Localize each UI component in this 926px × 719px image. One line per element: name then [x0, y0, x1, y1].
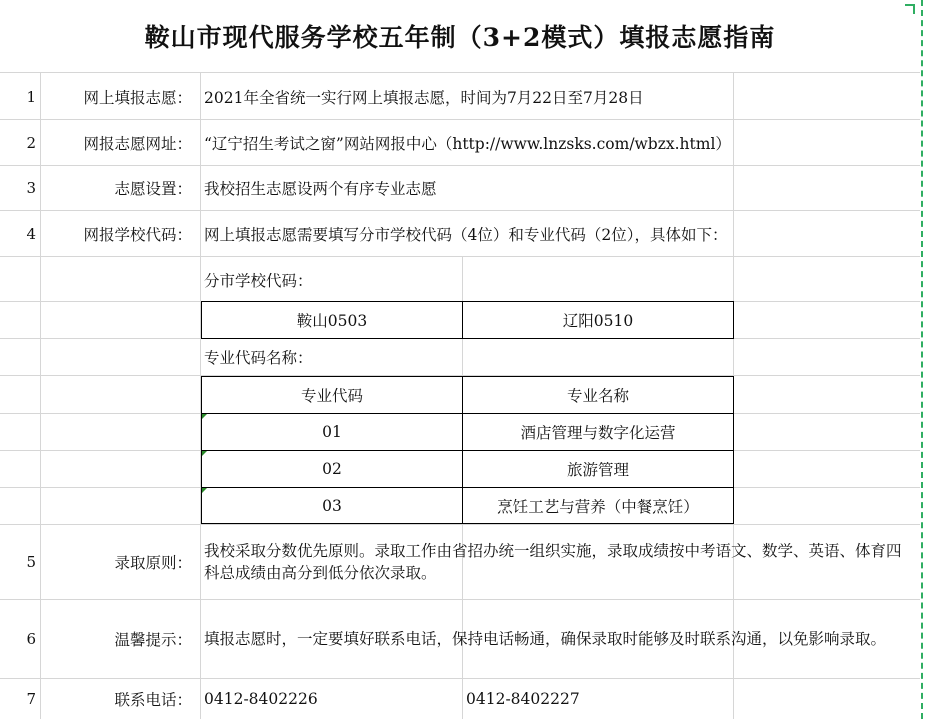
row-value: 填报志愿时，一定要填好联系电话，保持电话畅通，确保录取时能够及时联系沟通，以免影响录取。 — [204, 630, 887, 648]
col-header-name: 专业名称 — [566, 387, 629, 405]
row-label: 温馨提示： — [114, 631, 192, 649]
row-label: 志愿设置： — [114, 180, 192, 198]
grid-line — [0, 256, 920, 257]
website-url: “辽宁招生考试之窗”网站网报中心（http://www.lnzsks.com/wbzx.html） — [204, 134, 731, 153]
row-number: 5 — [26, 553, 36, 571]
page-corner-mark — [905, 4, 915, 14]
major-name: 酒店管理与数字化运营 — [520, 424, 676, 442]
majors-table — [201, 376, 734, 524]
row-number: 6 — [26, 630, 36, 648]
row-number: 2 — [26, 133, 36, 152]
page-break-line — [921, 0, 923, 719]
row-label: 网上填报志愿： — [83, 88, 192, 107]
row-number: 3 — [26, 179, 36, 197]
col-header-code: 专业代码 — [300, 387, 363, 405]
school-codes-heading: 分市学校代码： — [204, 272, 313, 290]
major-name: 旅游管理 — [566, 461, 629, 479]
row-label: 网报学校代码： — [83, 225, 192, 244]
row-number: 1 — [26, 87, 36, 106]
major-code: 02 — [322, 460, 342, 478]
school-code-anshan: 鞍山0503 — [296, 312, 368, 330]
row-number: 4 — [26, 224, 36, 243]
phone-2: 0412-8402227 — [466, 690, 580, 708]
school-code-liaoyang: 辽阳0510 — [562, 312, 634, 330]
page-title: 鞍山市现代服务学校五年制（3+2模式）填报志愿指南 — [144, 23, 776, 52]
school-codes-table — [201, 301, 734, 339]
row-value: 我校采取分数优先原则。录取工作由省招办统一组织实施，录取成绩按中考语文、数学、英语、体育四科总成绩由高分到低分依次录取。 — [204, 542, 902, 582]
row-value: 网上填报志愿需要填写分市学校代码（4位）和专业代码（2位），具体如下： — [204, 225, 728, 244]
major-code: 01 — [322, 423, 342, 441]
grid-line — [0, 72, 920, 73]
row-value: 2021年全省统一实行网上填报志愿，时间为7月22日至7月28日 — [204, 88, 644, 107]
row-label: 联系电话： — [114, 691, 192, 709]
row-number: 7 — [26, 690, 36, 708]
row-label: 录取原则： — [114, 554, 192, 572]
phone-1: 0412-8402226 — [204, 690, 318, 708]
majors-heading: 专业代码名称： — [204, 349, 313, 367]
row-value: 我校招生志愿设两个有序专业志愿 — [204, 180, 437, 198]
row-label: 网报志愿网址： — [83, 134, 192, 153]
major-name: 烹饪工艺与营养（中餐烹饪） — [497, 497, 699, 516]
major-code: 03 — [322, 496, 342, 515]
